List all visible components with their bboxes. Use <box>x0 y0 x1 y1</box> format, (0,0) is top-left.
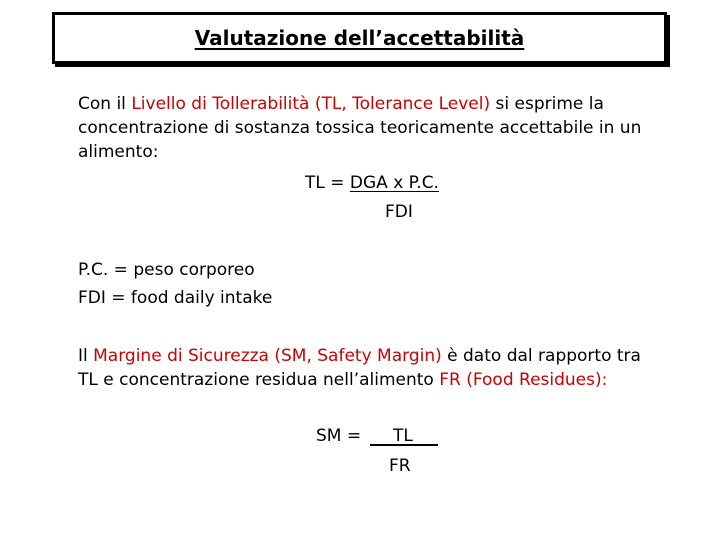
tl-prefix: Con il <box>78 94 132 114</box>
tl-line2: concentrazione di sostanza tossica teoricamente accettabile in un <box>78 118 642 138</box>
definition-pc: P.C. = peso corporeo <box>78 260 255 280</box>
tl-paragraph <box>78 92 678 164</box>
sm-formula-numerator: TL <box>393 426 413 446</box>
title-box <box>52 12 667 64</box>
sm-highlight: Margine di Sicurezza (SM, Safety Margin) <box>93 346 442 366</box>
sm-line1-rest: è dato dal rapporto tra <box>441 346 641 366</box>
tl-formula-numerator: DGA x P.C. <box>349 173 439 193</box>
sm-formula-denominator: FR <box>389 456 411 476</box>
tl-formula-denominator: FDI <box>385 202 413 222</box>
page-title: Valutazione dell’accettabilità <box>194 26 525 50</box>
sm-paragraph <box>78 344 678 392</box>
tl-formula <box>305 171 439 195</box>
tl-highlight: Livello di Tollerabilità (TL, Tolerance Level) <box>131 94 491 114</box>
tl-formula-lhs: TL = <box>305 173 350 193</box>
tl-line1-rest: si esprime la <box>490 94 604 114</box>
tl-line3: alimento: <box>78 142 159 162</box>
sm-line2-highlight: FR (Food Residues): <box>439 370 608 390</box>
sm-line2-start: TL e concentrazione residua nell’alimento <box>78 370 440 390</box>
sm-formula-lhs: SM = <box>316 426 367 446</box>
definition-fdi: FDI = food daily intake <box>78 288 273 308</box>
sm-prefix: Il <box>78 346 94 366</box>
